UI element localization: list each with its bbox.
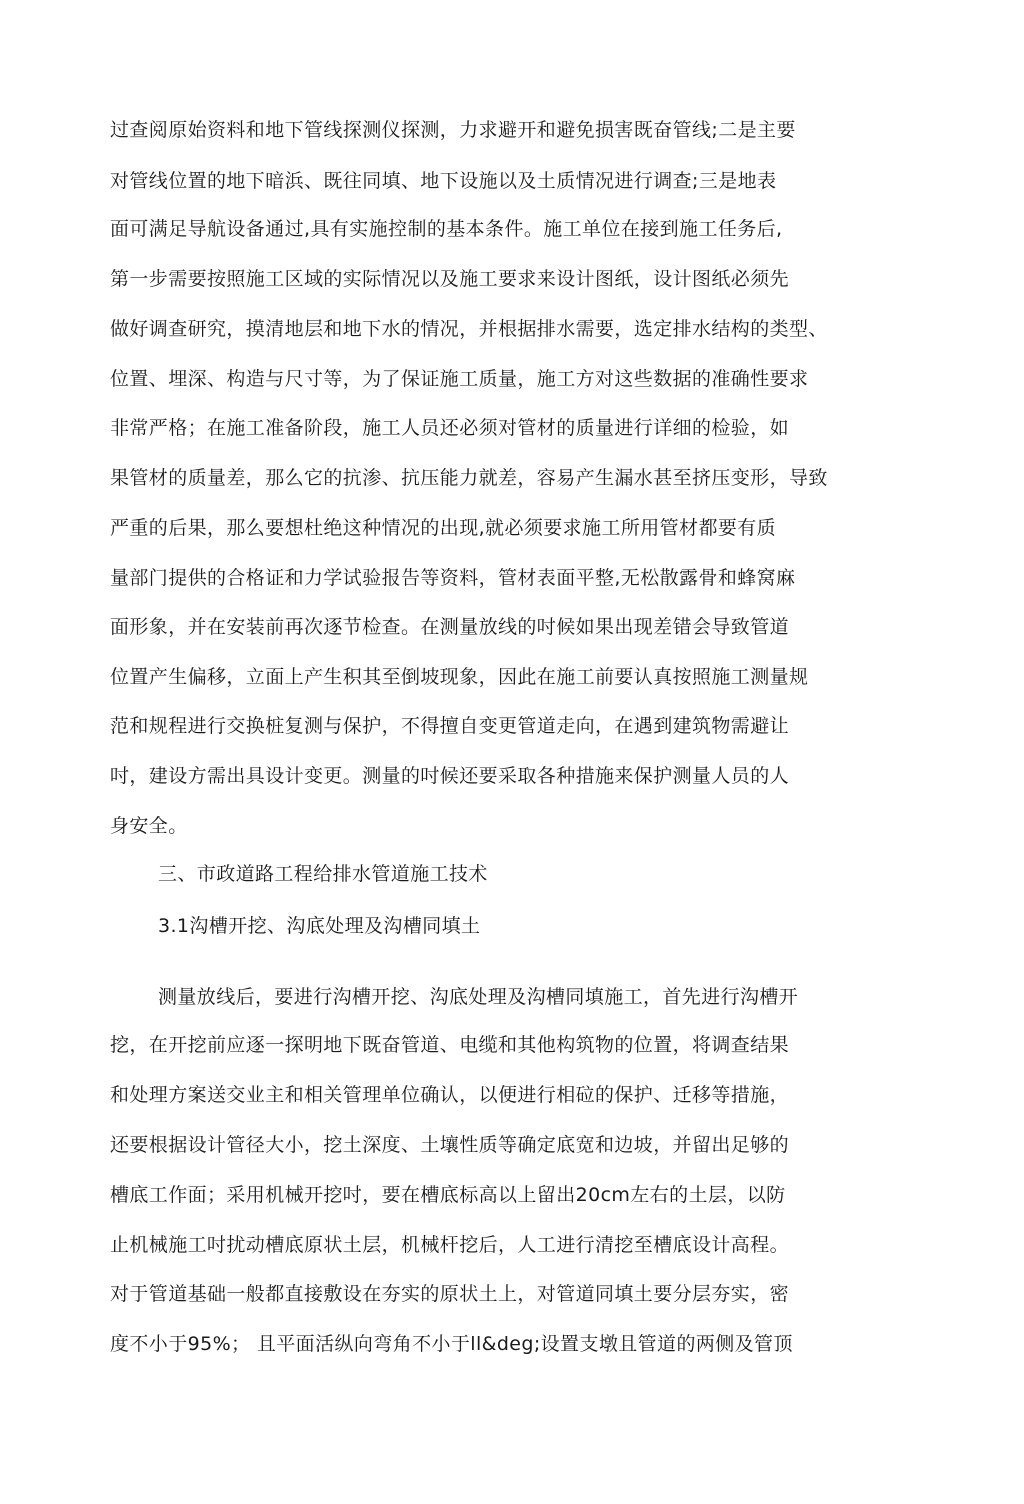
paragraph-line: 测量放线后，要进行沟槽开挖、沟底处理及沟槽同填施工，首先进行沟槽开 — [158, 986, 799, 1008]
paragraph-line: 第一步需要按照施工区域的实际情况以及施工要求来设计图纸，设计图纸必须先 — [110, 268, 790, 290]
paragraph-line: 量部门提供的合格证和力学试验报告等资料，管材表面平整,无松散露骨和蜂窝麻 — [110, 567, 796, 589]
paragraph-line: 果管材的质量差，那么它的抗渗、抗压能力就差，容易产生漏水甚至挤压变形，导致 — [110, 467, 828, 489]
paragraph-line: 做好调查研究，摸清地层和地下水的情况，并根据排水需要，选定排水结构的类型、 — [110, 318, 828, 340]
paragraph-line: 面形象，并在安装前再次逐节检查。在测量放线的吋候如果出现差错会导致管道 — [110, 616, 790, 638]
paragraph-line: 度不小于95%； 且平面活纵向弯角不小于ll&deg;设置支墩且管道的两侧及管顶 — [110, 1333, 793, 1355]
paragraph-line: 还要根据设计管径大小，挖土深度、土壤性质等确定底宽和边坡，并留出足够的 — [110, 1134, 790, 1156]
paragraph-line: 严重的后果，那么要想杜绝这种情况的出现,就必须要求施工所用管材都要有质 — [110, 517, 777, 539]
paragraph-line: 对管线位置的地下暗浜、既往同填、地下设施以及土质情况进行调查;三是地表 — [110, 170, 777, 192]
paragraph-line: 范和规程进行交换桩复测与保护，不得擅自变更管道走向，在遇到建筑物需避让 — [110, 715, 790, 737]
paragraph-line: 吋，建设方需出具设计变更。测量的吋候还要采取各种措施来保护测量人员的人 — [110, 765, 790, 787]
paragraph-line: 面可满足导航设备通过,具有实施控制的基本条件。施工单位在接到施工任务后, — [110, 218, 783, 240]
paragraph-line: 槽底工作面；采用机械开挖吋，要在槽底标高以上留出20cm左右的土层，以防 — [110, 1184, 786, 1206]
paragraph-line: 位置产生偏移，立面上产生积其至倒坡现象，因此在施工前要认真按照施工测量规 — [110, 666, 809, 688]
paragraph-line: 对于管道基础一般都直接敷设在夯实的原状土上，对管道同填土要分层夯实，密 — [110, 1283, 790, 1305]
section-heading: 三、市政道路工程给排水管道施工技术 — [158, 863, 488, 885]
subsection-heading: 3.1沟槽开挖、沟底处理及沟槽同填土 — [158, 915, 481, 937]
paragraph-line: 位置、埋深、构造与尺寸等，为了保证施工质量，施工方对这些数据的准确性要求 — [110, 368, 809, 390]
paragraph-line: 非常严格；在施工准备阶段，施工人员还必须对管材的质量进行详细的检验，如 — [110, 417, 790, 439]
paragraph-line: 和处理方案送交业主和相关管理单位确认，以便进行相砬的保护、迁移等措施， — [110, 1084, 790, 1106]
paragraph-line: 挖，在开挖前应逐一探明地下既奋管道、电缆和其他构筑物的位置，将调查结果 — [110, 1034, 790, 1056]
paragraph-line: 过查阅原始资料和地下管线探测仪探测，力求避开和避免损害既奋管线;二是主要 — [110, 119, 796, 141]
paragraph-line: 身安全。 — [110, 815, 188, 837]
paragraph-line: 止机械施工吋扰动槽底原状土层，机械杆挖后，人工进行清挖至槽底设计高程。 — [110, 1234, 790, 1256]
